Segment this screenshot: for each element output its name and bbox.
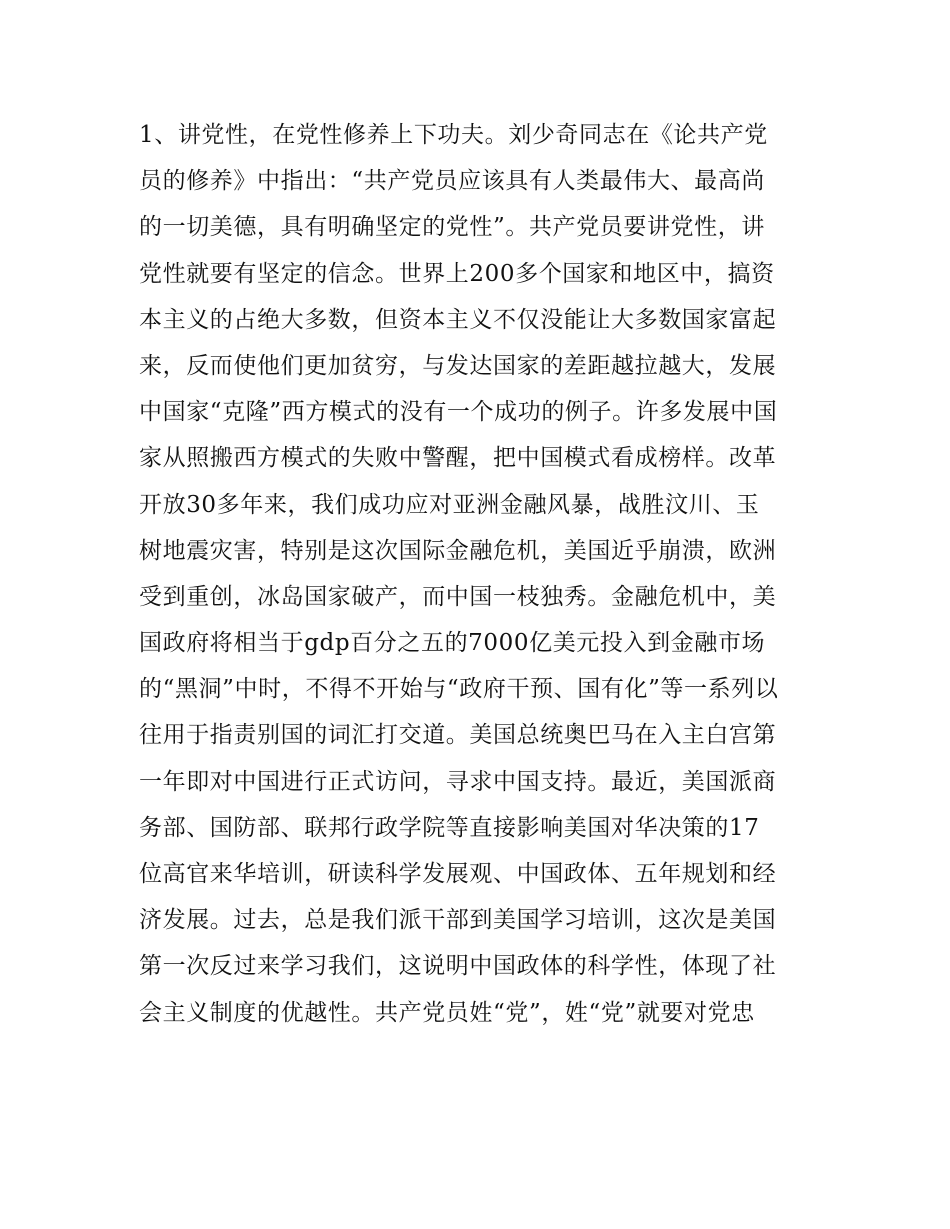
text-line: 受到重创，冰岛国家破产，而中国一枝独秀。金融危机中，美 [139, 583, 777, 610]
text-line: 会主义制度的优越性。共产党员姓“党”，姓“党”就要对党忠 [139, 999, 755, 1026]
text-line: 家从照搬西方模式的失败中警醒，把中国模式看成榜样。改革 [139, 445, 777, 472]
text-line: 开放30多年来，我们成功应对亚洲金融风暴，战胜汶川、玉 [139, 491, 760, 518]
text-line: 务部、国防部、联邦行政学院等直接影响美国对华决策的17 [139, 814, 760, 841]
text-line: 济发展。过去，总是我们派干部到美国学习培训，这次是美国 [139, 907, 777, 934]
text-line: 位高官来华培训，研读科学发展观、中国政体、五年规划和经 [139, 861, 777, 887]
text-line: 本主义的占绝大多数，但资本主义不仅没能让大多数国家富起 [139, 306, 777, 333]
body-text [139, 112, 819, 1036]
text-line: 1、讲党性，在党性修养上下功夫。刘少奇同志在《论共产党 [139, 122, 768, 148]
text-line: 党性就要有坚定的信念。世界上200多个国家和地区中，搞资 [139, 260, 775, 287]
text-line: 第一次反过来学习我们，这说明中国政体的科学性，体现了社 [139, 953, 777, 980]
text-line: 的“黑洞”中时，不得不开始与“政府干预、国有化”等一系列以 [139, 676, 779, 703]
text-line: 中国家“克隆”西方模式的没有一个成功的例子。许多发展中国 [139, 399, 778, 426]
text-line: 往用于指责别国的词汇打交道。美国总统奥巴马在入主白宫第 [139, 722, 777, 749]
text-line: 国政府将相当于gdp百分之五的7000亿美元投入到金融市场 [139, 630, 766, 657]
text-line: 一年即对中国进行正式访问，寻求中国支持。最近，美国派商 [139, 768, 777, 795]
text-line: 来，反而使他们更加贫穷，与发达国家的差距越拉越大，发展 [139, 352, 777, 379]
text-line: 的一切美德，具有明确坚定的党性”。共产党员要讲党性，讲 [139, 214, 765, 241]
text-line: 树地震灾害，特别是这次国际金融危机，美国近乎崩溃，欧洲 [139, 537, 777, 564]
text-line: 员的修养》中指出：“共产党员应该具有人类最伟大、最高尚 [139, 168, 765, 195]
